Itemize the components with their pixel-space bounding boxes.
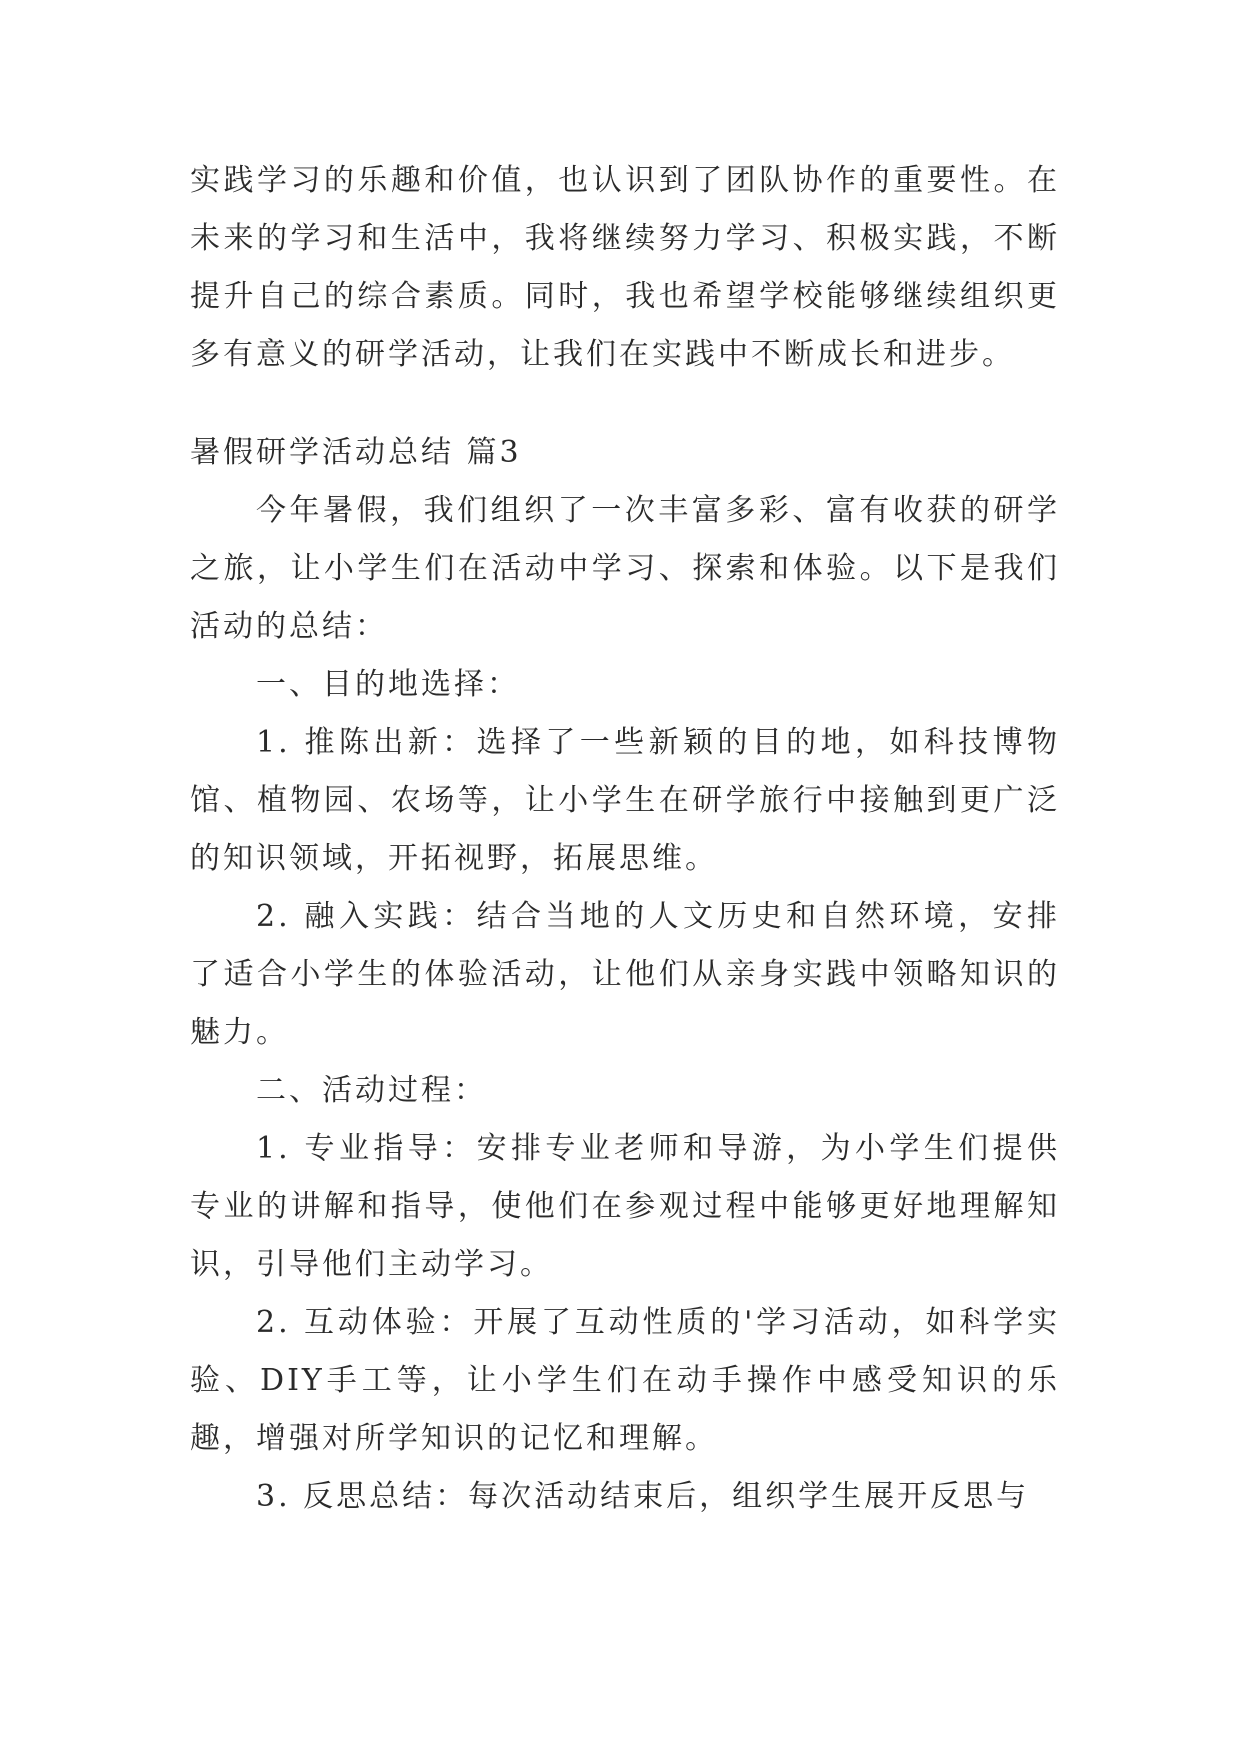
list-item-process-2: 2. 互动体验：开展了互动性质的'学习活动，如科学实验、DIY手工等，让小学生们在动手操作中感受知识的乐趣，增强对所学知识的记忆和理解。	[190, 1305, 1060, 1456]
list-item-process-3: 3. 反思总结：每次活动结束后，组织学生展开反思与	[256, 1479, 1030, 1514]
paragraph-intro: 今年暑假，我们组织了一次丰富多彩、富有收获的研学之旅，让小学生们在活动中学习、探索和体验。以下是我们活动的总结：	[190, 493, 1060, 644]
list-item-destination-1: 1. 推陈出新：选择了一些新颖的目的地，如科技博物馆、植物园、农场等，让小学生在研学旅行中接触到更广泛的知识领域，开拓视野，拓展思维。	[190, 725, 1060, 876]
list-item-destination-2: 2. 融入实践：结合当地的人文历史和自然环境，安排了适合小学生的体验活动，让他们从亲身实践中领略知识的魅力。	[190, 899, 1060, 1050]
paragraph-continuation: 实践学习的乐趣和价值，也认识到了团队协作的重要性。在未来的学习和生活中，我将继续努力学习、积极实践，不断提升自己的综合素质。同时，我也希望学校能够继续组织更多有意义的研学活动，让我们在实践中不断成长和进步。	[190, 163, 1060, 372]
document-body	[190, 152, 1060, 1526]
list-item-process-1: 1. 专业指导：安排专业老师和导游，为小学生们提供专业的讲解和指导，使他们在参观过程中能够更好地理解知识，引导他们主动学习。	[190, 1131, 1060, 1282]
heading-process: 二、活动过程：	[256, 1073, 487, 1108]
section-title: 暑假研学活动总结 篇3	[190, 435, 522, 470]
heading-destination: 一、目的地选择：	[256, 667, 520, 702]
